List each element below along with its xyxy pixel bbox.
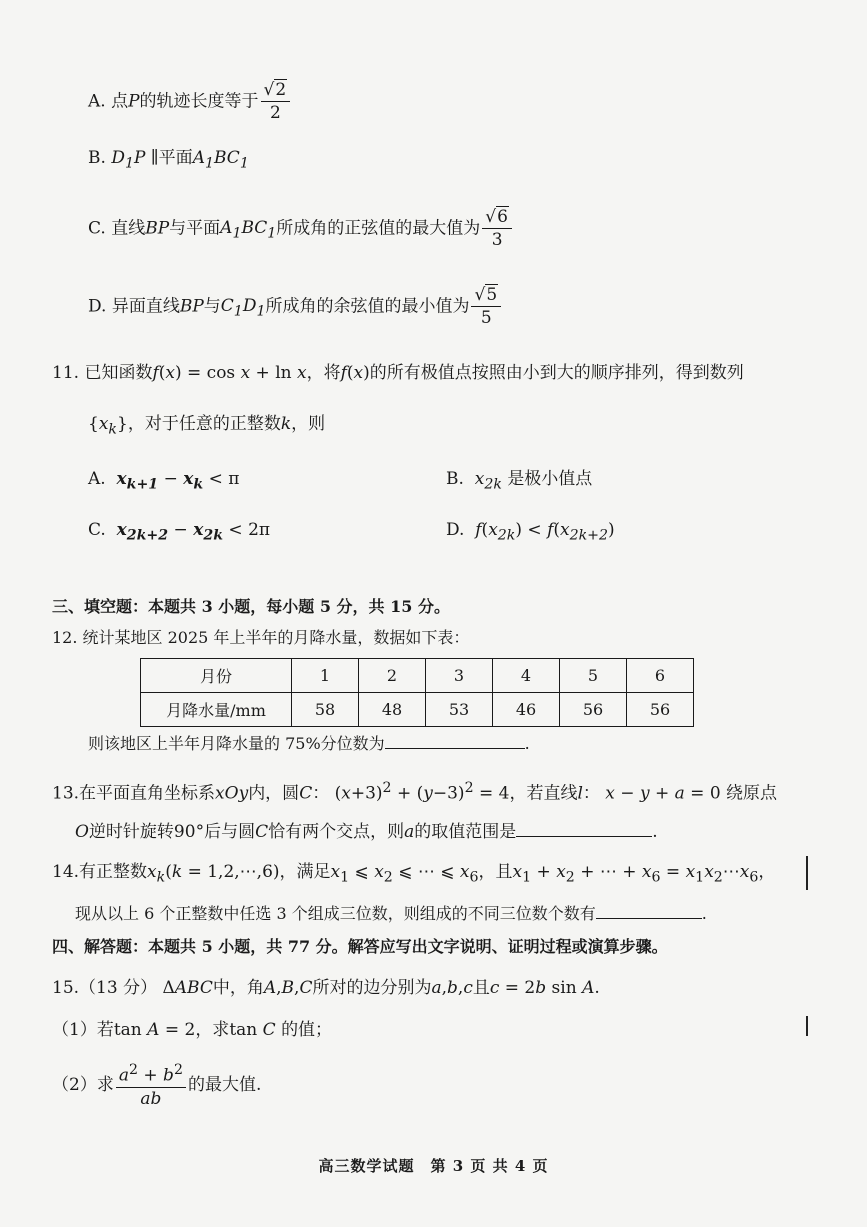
section-4-heading: 四、解答题：本题共 5 小题，共 77 分。解答应写出文字说明、证明过程或演算步骤。 xyxy=(52,937,668,956)
table-header-rainfall: 月降水量/mm xyxy=(141,693,292,727)
q10-option-a: A. 点P的轨迹长度等于 $\frac{√2}{2}$ xyxy=(88,80,292,124)
q14-stem-line2: 现从以上 6 个正整数中任选 3 个组成三位数，则组成的不同三位数个数有 . xyxy=(75,904,707,923)
scan-mark xyxy=(806,856,808,890)
table-cell: 1 xyxy=(292,659,359,693)
math-p: P xyxy=(128,91,140,112)
answer-blank[interactable] xyxy=(596,918,702,919)
q10-option-c: C. 直线BP与平面$A_1BC_1$所成角的正弦值的最大值为 $\frac{√6}{3}$ xyxy=(88,207,514,251)
page-footer: 高三数学试题 第 3 页 共 4 页 xyxy=(318,1157,549,1175)
q11-option-b: B. $x_{2k}$ 是极小值点 xyxy=(446,469,593,493)
section-3-heading: 三、填空题：本题共 3 小题，每小题 5 分，共 15 分。 xyxy=(52,597,450,616)
table-cell: 3 xyxy=(426,659,493,693)
q12-stem: 12. 统计某地区 2025 年上半年的月降水量，数据如下表： xyxy=(52,628,470,647)
q12-question: 则该地区上半年月降水量的 75%分位数为 . xyxy=(88,734,530,753)
answer-blank[interactable] xyxy=(516,836,652,837)
q11-stem-line2: $\{x_k\}$，对于任意的正整数k，则 xyxy=(88,414,326,438)
table-cell: 2 xyxy=(359,659,426,693)
q14-stem-line1: 14.有正整数$x_k(k$ = 1,2,⋯,6)，满足$x_1$ ⩽ $x_2$ ⩽ ⋯ ⩽ $x_6$，且$x_1 + x_2$ + ⋯ + $x_6$ = $x_1x_2\cdots x_6$， xyxy=(52,862,776,886)
table-cell: 5 xyxy=(560,659,627,693)
q11-option-d: D. $f(x_{2k}) < f(x_{2k+2})$ xyxy=(446,520,615,544)
table-cell: 53 xyxy=(426,693,493,727)
q13-stem-line2: O逆时针旋转90°后与圆C恰有两个交点，则a的取值范围是 . xyxy=(75,822,658,842)
q11-option-c: C. $x_{2k+2} - x_{2k} < 2\pi$ xyxy=(88,520,271,544)
table-header-month: 月份 xyxy=(141,659,292,693)
q15-part1: （1）若tan A = 2，求tan C 的值； xyxy=(52,1020,333,1040)
fraction-sqrt6-over-3: $\frac{√6}{3}$ xyxy=(482,207,512,251)
answer-blank[interactable] xyxy=(385,748,525,749)
q15-part2: （2）求 $\frac{a^2 + b^2}{ab}$ 的最大值. xyxy=(52,1062,262,1110)
table-cell: 46 xyxy=(493,693,560,727)
q11-option-a: A. $x_{k+1} - x_k < \pi$ xyxy=(88,469,240,493)
q11-stem-line1: 11. 已知函数f(x) = cos x + ln x，将f(x)的所有极值点按照由小到大的顺序排列，得到数列 xyxy=(52,363,744,383)
q10-option-b: B. $D_1P$ ∥平面$A_1BC_1$ xyxy=(88,148,249,172)
table-cell: 56 xyxy=(560,693,627,727)
q10-option-d: D. 异面直线BP与$C_1D_1$所成角的余弦值的最小值为 $\frac{√5}{5}$ xyxy=(88,285,503,329)
table-cell: 4 xyxy=(493,659,560,693)
scan-mark xyxy=(806,1016,808,1036)
table-row xyxy=(141,693,694,727)
fraction-a2b2-over-ab: $\frac{a^2 + b^2}{ab}$ xyxy=(116,1062,186,1109)
table-cell: 56 xyxy=(627,693,694,727)
table-row xyxy=(141,659,694,693)
table-cell: 48 xyxy=(359,693,426,727)
fraction-sqrt5-over-5: $\frac{√5}{5}$ xyxy=(471,285,501,329)
fraction-sqrt2-over-2: $\frac{√2}{2}$ xyxy=(261,80,291,124)
q13-stem-line1: 13.在平面直角坐标系xOy内，圆C： $(x+3)^2 + (y-3)^2 = 4$，若直线l： x − y + a = 0 绕原点 xyxy=(52,780,778,804)
q15-stem: 15.（13 分） ΔABC中，角A,B,C所对的边分别为a,b,c且c = 2b sin A. xyxy=(52,978,600,998)
table-cell: 58 xyxy=(292,693,359,727)
rainfall-table xyxy=(140,658,694,727)
table-cell: 6 xyxy=(627,659,694,693)
